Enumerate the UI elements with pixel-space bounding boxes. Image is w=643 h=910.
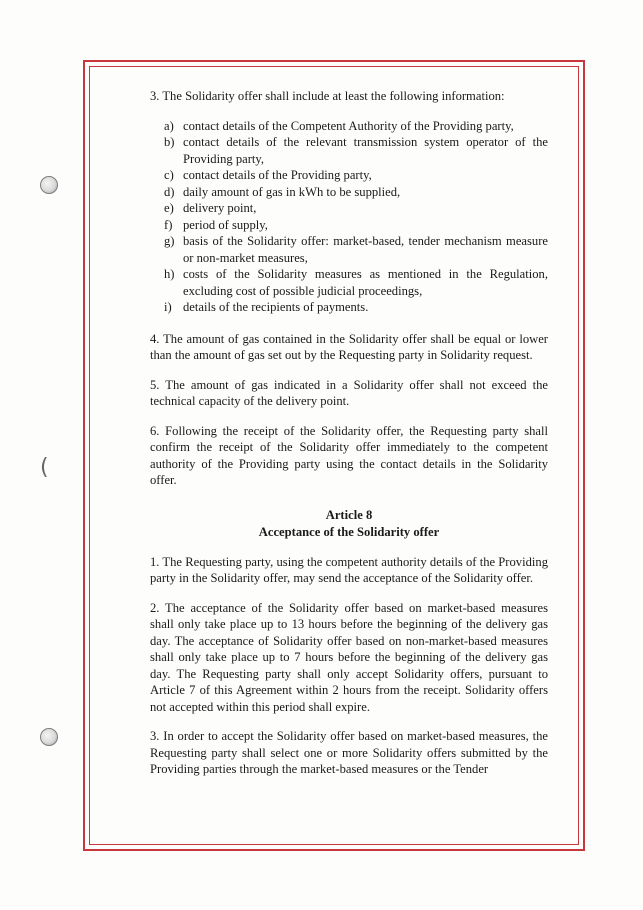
list-item: [164, 233, 548, 266]
list-item: [164, 217, 548, 234]
list-item: [164, 200, 548, 217]
article-heading: [150, 507, 548, 541]
list-item-text: contact details of the relevant transmission system operator of the Providing party,: [183, 135, 548, 166]
information-list: [164, 118, 548, 316]
list-item: [164, 167, 548, 184]
article-title: Acceptance of the Solidarity offer: [258, 524, 440, 539]
list-item-text: contact details of the Providing party,: [183, 168, 372, 182]
list-item: [164, 184, 548, 201]
list-marker: h): [164, 267, 175, 281]
list-item: [164, 118, 548, 135]
list-marker: g): [164, 234, 175, 248]
list-marker: f): [164, 217, 173, 232]
article-8-paragraph-3: 3. In order to accept the Solidarity offer based on market-based measures, the Requesting party shall select one or more Solidarity offers submitted by the Providing parties through the market-based measures or the Tender: [150, 729, 548, 776]
punch-hole-top: [40, 176, 58, 194]
article-8-paragraph-2: 2. The acceptance of the Solidarity offer based on market-based measures shall only take place up to 13 hours before the beginning of the delivery gas day. The acceptance of Solidarity offer based on non-market-based measures shall only take place up to 7 hours before the beginning of the delivery gas day. The Requesting party shall only accept Solidarity offers, pursuant to Article 7 of this Agreement within 2 hours from the receipt. Solidarity offers not accepted within this period shall expire.: [150, 600, 548, 714]
list-item: [164, 266, 548, 299]
article-8-paragraph-1: 1. The Requesting party, using the competent authority details of the Providing party in the Solidarity offer, may send the acceptance of the Solidarity offer.: [150, 554, 548, 585]
list-item: [164, 134, 548, 167]
document-body: [150, 88, 548, 791]
paragraph-3-intro: 3. The Solidarity offer shall include at least the following information:: [150, 89, 505, 103]
list-marker: d): [164, 184, 175, 199]
article-number: Article 8: [325, 507, 373, 522]
list-marker: i): [164, 300, 172, 314]
list-item-text: costs of the Solidarity measures as mentioned in the Regulation, excluding cost of possible judicial proceedings,: [183, 267, 548, 298]
margin-mark: (: [40, 455, 49, 480]
paragraph-6: 6. Following the receipt of the Solidarity offer, the Requesting party shall confirm the receipt of the Solidarity offer immediately to the competent authority of the Providing party using the contact details in the Solidarity offer.: [150, 423, 548, 487]
list-marker: e): [164, 201, 174, 215]
list-item-text: details of the recipients of payments.: [183, 300, 369, 314]
list-item-text: daily amount of gas in kWh to be supplied,: [183, 184, 401, 199]
list-item: [164, 299, 548, 316]
list-marker: a): [164, 118, 174, 133]
list-item-text: period of supply,: [183, 217, 268, 232]
paragraph-5: 5. The amount of gas indicated in a Solidarity offer shall not exceed the technical capacity of the delivery point.: [150, 377, 548, 408]
list-item-text: contact details of the Competent Authority of the Providing party,: [183, 118, 514, 133]
punch-hole-bottom: [40, 728, 58, 746]
list-marker: b): [164, 135, 175, 149]
list-marker: c): [164, 168, 174, 182]
paragraph-4: 4. The amount of gas contained in the Solidarity offer shall be equal or lower than the amount of gas set out by the Requesting party in Solidarity request.: [150, 331, 548, 362]
list-item-text: basis of the Solidarity offer: market-based, tender mechanism measure or non-market measures,: [183, 234, 548, 265]
list-item-text: delivery point,: [183, 201, 257, 215]
